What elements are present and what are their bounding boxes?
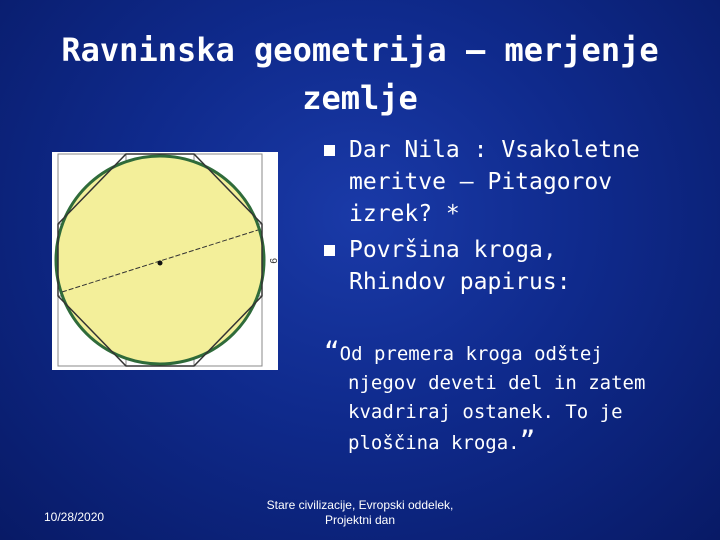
quote-line: njegov deveti del in zatem	[348, 372, 646, 394]
circle	[56, 156, 264, 364]
quote-line: Od premera kroga odštej	[339, 343, 603, 365]
side-label: 9	[267, 258, 278, 264]
rhind-quote	[324, 338, 694, 458]
footer-date: 10/28/2020	[44, 510, 105, 524]
footer-line: Projektni dan	[324, 513, 396, 527]
title-line-1: Ravninska geometrija – merjenje	[61, 31, 659, 69]
quote-close-mark: ”	[519, 426, 536, 456]
footer-line: Stare civilizacije, Evropski oddelek,	[266, 498, 454, 512]
quote-line: ploščina kroga.	[348, 432, 520, 454]
title-line-2: zemlje	[302, 79, 418, 117]
bullet-square-icon	[324, 145, 335, 156]
bullet-line: Dar Nila : Vsakoletne	[349, 137, 640, 163]
quote-line: kvadriraj ostanek. To je	[348, 401, 623, 423]
bullet-item-circle-area	[322, 234, 692, 298]
bullet-item-nile	[322, 134, 692, 230]
bullet-line: Površina kroga,	[349, 237, 557, 263]
bullet-line: izrek? *	[349, 201, 460, 227]
bullet-square-icon	[324, 245, 335, 256]
quote-open-mark: “	[324, 337, 340, 367]
bullet-line: Rhindov papirus:	[349, 269, 571, 295]
circle-octagon-diagram	[52, 152, 278, 370]
bullet-list	[322, 134, 692, 302]
footer-center	[240, 498, 480, 528]
bullet-line: meritve – Pitagorov	[349, 169, 613, 195]
slide-title	[60, 26, 660, 122]
geometry-figure	[52, 152, 278, 370]
center-point	[158, 261, 163, 266]
